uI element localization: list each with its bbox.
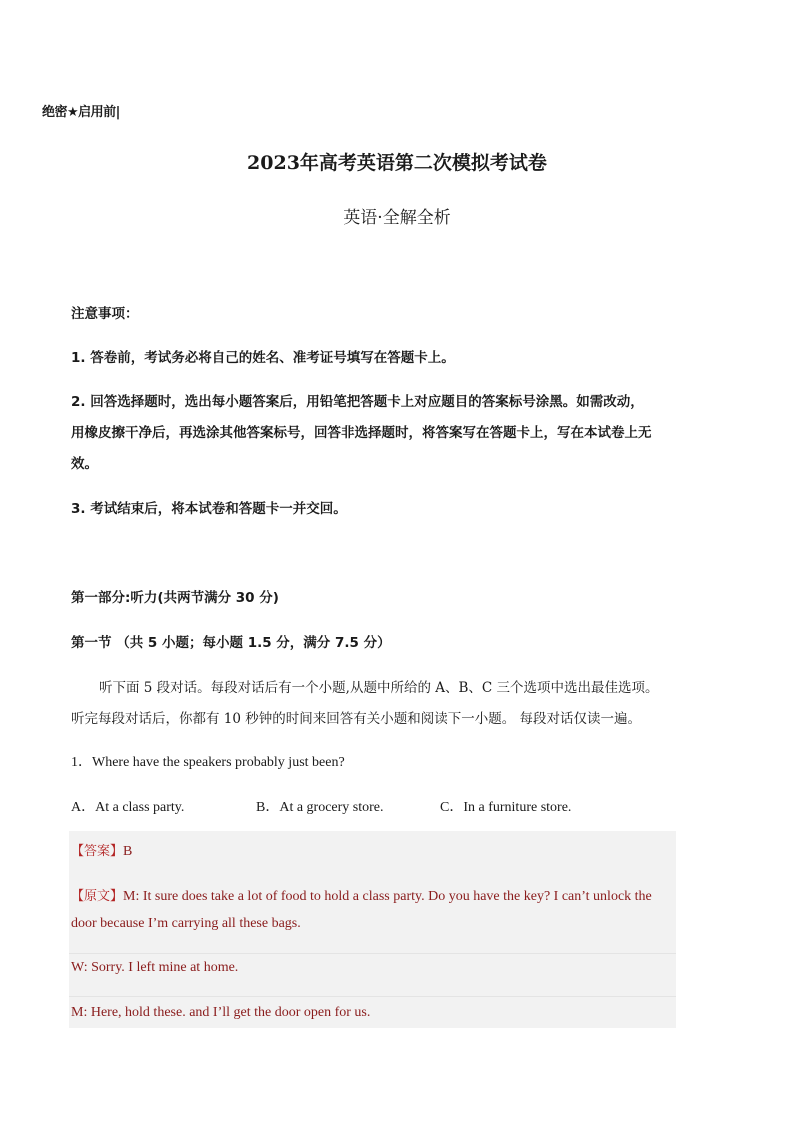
original-text: M: It sure does take a lot of food to hold a class party. Do you have the key? I can’t unlock the bbox=[123, 889, 652, 904]
answer-divider bbox=[69, 996, 676, 997]
instructions-line-1: 听下面 5 段对话。每段对话后有一个小题,从题中所给的 A、B、C 三个选项中选出最佳选项。 bbox=[99, 680, 659, 696]
exam-subtitle: 英语·全解全析 bbox=[343, 208, 451, 228]
answer-divider bbox=[69, 953, 676, 954]
question-1-stem: 1．Where have the speakers probably just been? bbox=[71, 755, 345, 770]
dialogue-line-m: M: Here, hold these. and I’ll get the door open for us. bbox=[71, 1005, 371, 1020]
section-one-heading: 第一节 （共 5 小题；每小题 1.5 分，满分 7.5 分） bbox=[71, 635, 391, 651]
notice-item-1: 1. 答卷前，考试务必将自己的姓名、准考证号填写在答题卡上。 bbox=[71, 350, 455, 366]
answer-row bbox=[71, 840, 132, 860]
notice-item-3: 3. 考试结束后，将本试卷和答题卡一并交回。 bbox=[71, 501, 347, 517]
notice-item-2-line-1: 2. 回答选择题时，选出每小题答案后，用铅笔把答题卡上对应题目的答案标号涂黑。如需改动， bbox=[71, 394, 644, 410]
confidential-label: 绝密★启用前| bbox=[42, 105, 120, 120]
dialogue-line-w: W: Sorry. I left mine at home. bbox=[71, 960, 239, 975]
exam-title: 2023年高考英语第二次模拟考试卷 bbox=[247, 152, 547, 174]
question-1-option-c: C．In a furniture store. bbox=[440, 800, 572, 815]
part-one-heading: 第一部分:听力(共两节满分 30 分) bbox=[71, 590, 279, 606]
notice-heading: 注意事项： bbox=[71, 306, 139, 322]
notice-item-2-line-3: 效。 bbox=[71, 456, 98, 472]
notice-item-2-line-2: 用橡皮擦干净后，再选涂其他答案标号，回答非选择题时，将答案写在答题卡上，写在本试卷上无 bbox=[71, 425, 652, 441]
question-1-option-a: A．At a class party. bbox=[71, 800, 185, 815]
answer-value: B bbox=[123, 844, 133, 859]
original-text-line-1 bbox=[71, 885, 652, 905]
original-label: 【原文】 bbox=[71, 889, 124, 904]
original-text-line-2: door because I’m carrying all these bags. bbox=[71, 916, 301, 931]
question-1-option-b: B．At a grocery store. bbox=[256, 800, 384, 815]
answer-label: 【答案】 bbox=[71, 844, 124, 859]
instructions-line-2: 听完每段对话后，你都有 10 秒钟的时间来回答有关小题和阅读下一小题。 每段对话仅读一遍。 bbox=[71, 711, 642, 727]
